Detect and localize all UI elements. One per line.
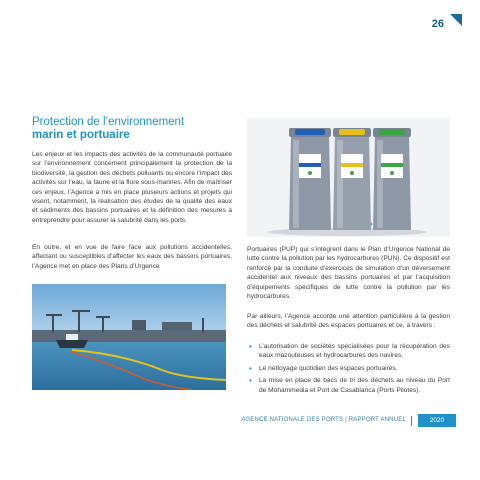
bullet-icon: • bbox=[249, 363, 252, 373]
list-item-text: La mise en place de bacs de tri des déchets au niveau du Port de Mohammedia et Port de Casablanca (Ports Pilotes). bbox=[259, 377, 450, 394]
section-title bbox=[32, 116, 232, 142]
list-item-text: L’autorisation de sociétés spécialisées pour la récupération des eaux mazouteuses et hydrocarbures des navires. bbox=[259, 343, 450, 360]
section-title-line1: Protection de l’environnement bbox=[32, 116, 185, 128]
waste-management-paragraph: Par ailleurs, l’Agence accorde une attention particulière à la gestion des déchets et salubrité des espaces portuaires et ce, à travers : bbox=[247, 313, 450, 330]
bullet-icon: • bbox=[249, 376, 252, 386]
footer-divider bbox=[411, 416, 412, 426]
page-footer bbox=[0, 414, 480, 428]
footer-report-title: AGENCE NATIONALE DES PORTS | RAPPORT ANNUEL bbox=[241, 417, 406, 423]
waste-measures-list bbox=[247, 342, 450, 398]
footer-year-badge: 2020 bbox=[418, 414, 456, 427]
bullet-icon: • bbox=[249, 342, 252, 351]
list-item bbox=[247, 364, 450, 373]
page-number: 26 bbox=[431, 18, 444, 30]
port-photo bbox=[32, 284, 226, 390]
list-item bbox=[247, 342, 450, 361]
list-item-text: Le nettoyage quotidien des espaces portuaires. bbox=[259, 364, 398, 372]
pollution-paragraph: En outre, et en vue de faire face aux pollutions accidentelles, affectant ou susceptibles d’affecter les eaux des bassins portuaires, l’Agence met en place des Plans d’Urgence bbox=[32, 244, 232, 270]
intro-paragraph: Les enjeux et les impacts des activités de la communauté portuaire sur l’environnement concernent principalement la protection de la biodiversité, la gestion des déchets polluants ou encore l’impact des activités sur l’eau, la faune et la flore sous-marines. Afin de maîtriser ces enjeux, l’Agence a mis en place plusieurs actions et projets qui visent, notamment, la réalisation des études de la qualité des eaux et sédiments des bassins portuaires et la définition des mesures à entreprendre pour assurer la salubrité dans les ports. bbox=[32, 151, 232, 224]
section-title-line2: marin et portuaire bbox=[32, 129, 130, 141]
recycling-bins-photo bbox=[247, 118, 450, 237]
corner-triangle-mark bbox=[450, 14, 462, 26]
pup-paragraph: Portuaires (PUP) qui s’intègrent dans le Plan d’Urgence National de lutte contre la pollution par les hydrocarbures (PUN). Ce dispositif est renforcé par la conduite d’exercices de simulation d’un déversement accidentel aux niveaux des bassins portuaires et par l’acquisition d’équipements spécifiques de lutte contre la pollution par les hydrocarbures. bbox=[247, 246, 450, 301]
list-item bbox=[247, 376, 450, 395]
